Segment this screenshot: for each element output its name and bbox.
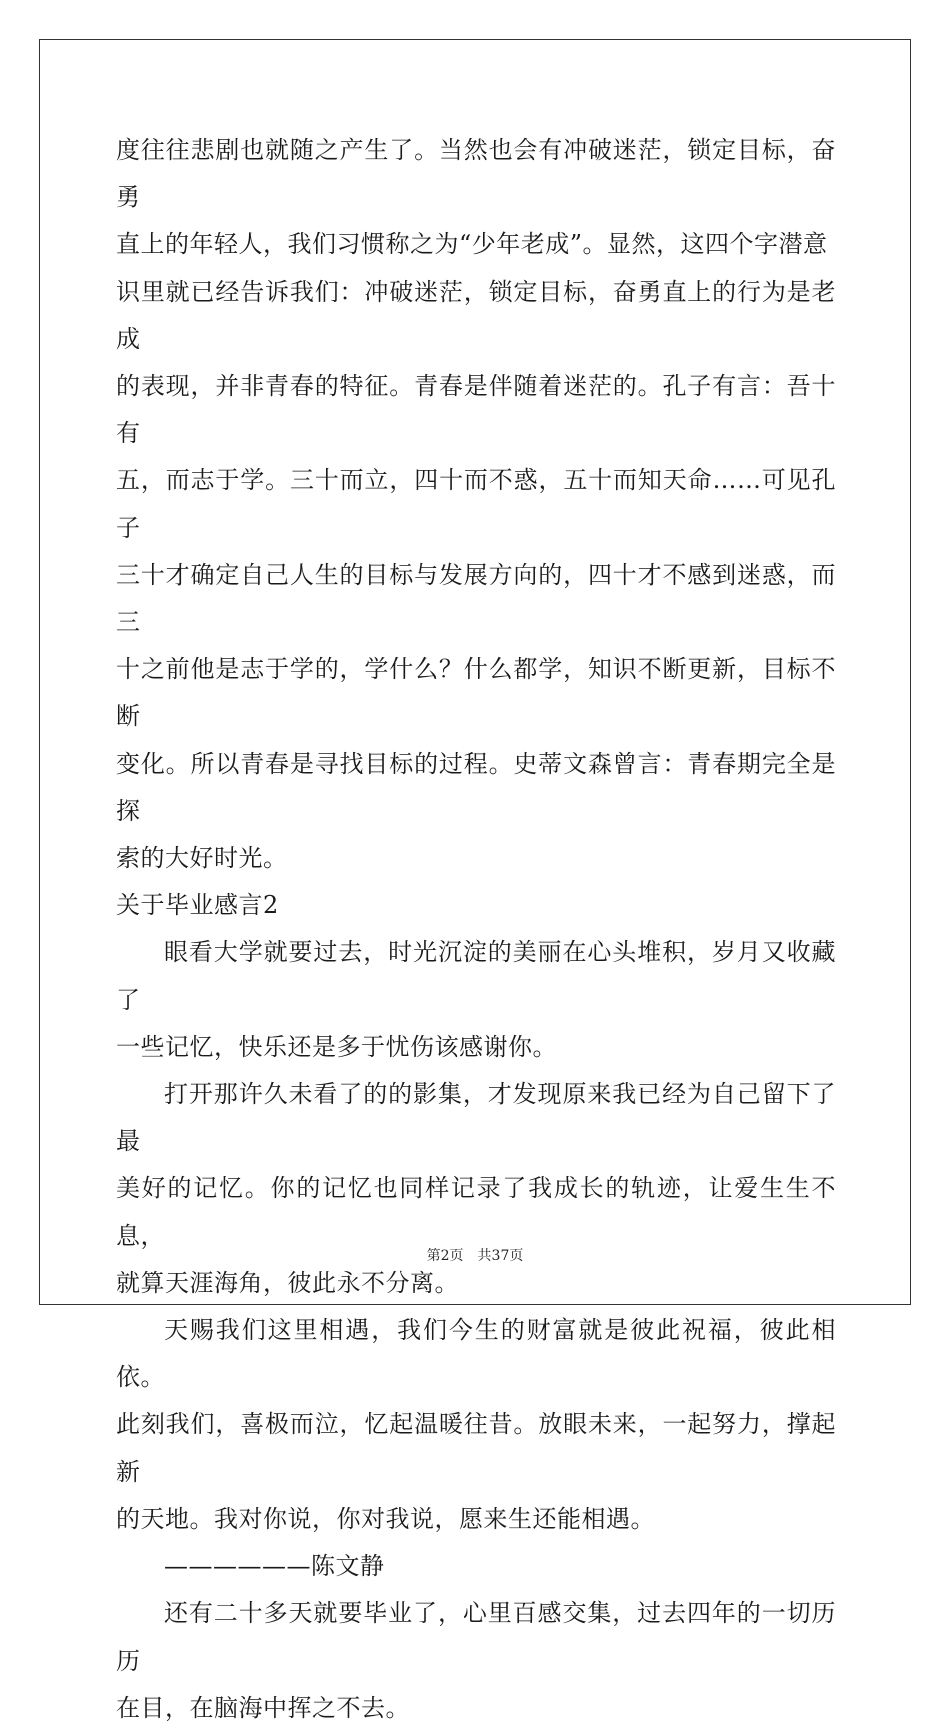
text-line: 十之前他是志于学的，学什么？什么都学，知识不断更新，目标不断 (116, 655, 836, 731)
paragraph-continuation (116, 127, 836, 882)
text-line: 打开那许久未看了的的影集，才发现原来我已经为自己留下了最 (116, 1080, 836, 1156)
text-line: 此刻我们，喜极而泣，忆起温暖往昔。放眼未来，一起努力，撑起新 (116, 1410, 836, 1486)
text-line: 就算天涯海角，彼此永不分离。 (116, 1268, 459, 1297)
paragraph (116, 1590, 836, 1732)
text-line: 识里就已经告诉我们：冲破迷茫，锁定目标，奋勇直上的行为是老成 (116, 277, 836, 353)
text-line: 三十才确定自己人生的目标与发展方向的，四十才不感到迷惑，而三 (116, 560, 836, 637)
paragraph (116, 1307, 836, 1543)
section-heading: 关于毕业感言2 (116, 891, 279, 920)
text-line: 直上的年轻人，我们习惯称之为“少年老成”。显然，这四个字潜意 (116, 230, 828, 259)
text-line: 天赐我们这里相遇，我们今生的财富就是彼此祝福，彼此相依。 (116, 1316, 836, 1392)
text-line: 五，而志于学。三十而立，四十而不惑，五十而知天命……可见孔子 (116, 466, 836, 542)
text-line: 还有二十多天就要毕业了，心里百感交集，过去四年的一切历历 (116, 1599, 836, 1675)
paragraph (116, 1071, 836, 1307)
text-line: 的表现，并非青春的特征。青春是伴随着迷茫的。孔子有言：吾十有 (116, 372, 836, 448)
text-line: 的天地。我对你说，你对我说，愿来生还能相遇。 (116, 1504, 655, 1533)
text-line: 在目，在脑海中挥之不去。 (116, 1693, 410, 1722)
text-line: 美好的记忆。你的记忆也同样记录了我成长的轨迹，让爱生生不息， (116, 1174, 836, 1250)
text-line: 变化。所以青春是寻找目标的过程。史蒂文森曾言：青春期完全是探 (116, 749, 836, 825)
text-line: 索的大好时光。 (116, 844, 288, 873)
page-number: 第2页 (426, 1248, 464, 1264)
text-line: 一些记忆，快乐还是多于忧伤该感谢你。 (116, 1032, 557, 1061)
text-line: 眼看大学就要过去，时光沉淀的美丽在心头堆积，岁月又收藏了 (116, 938, 836, 1014)
page-total: 共37页 (477, 1248, 524, 1264)
page-footer (0, 1247, 950, 1265)
document-body (116, 127, 836, 1732)
signature: ——————陈文静 (164, 1552, 385, 1581)
text-line: 度往往悲剧也就随之产生了。当然也会有冲破迷茫，锁定目标，奋勇 (116, 136, 836, 212)
paragraph (116, 929, 836, 1071)
